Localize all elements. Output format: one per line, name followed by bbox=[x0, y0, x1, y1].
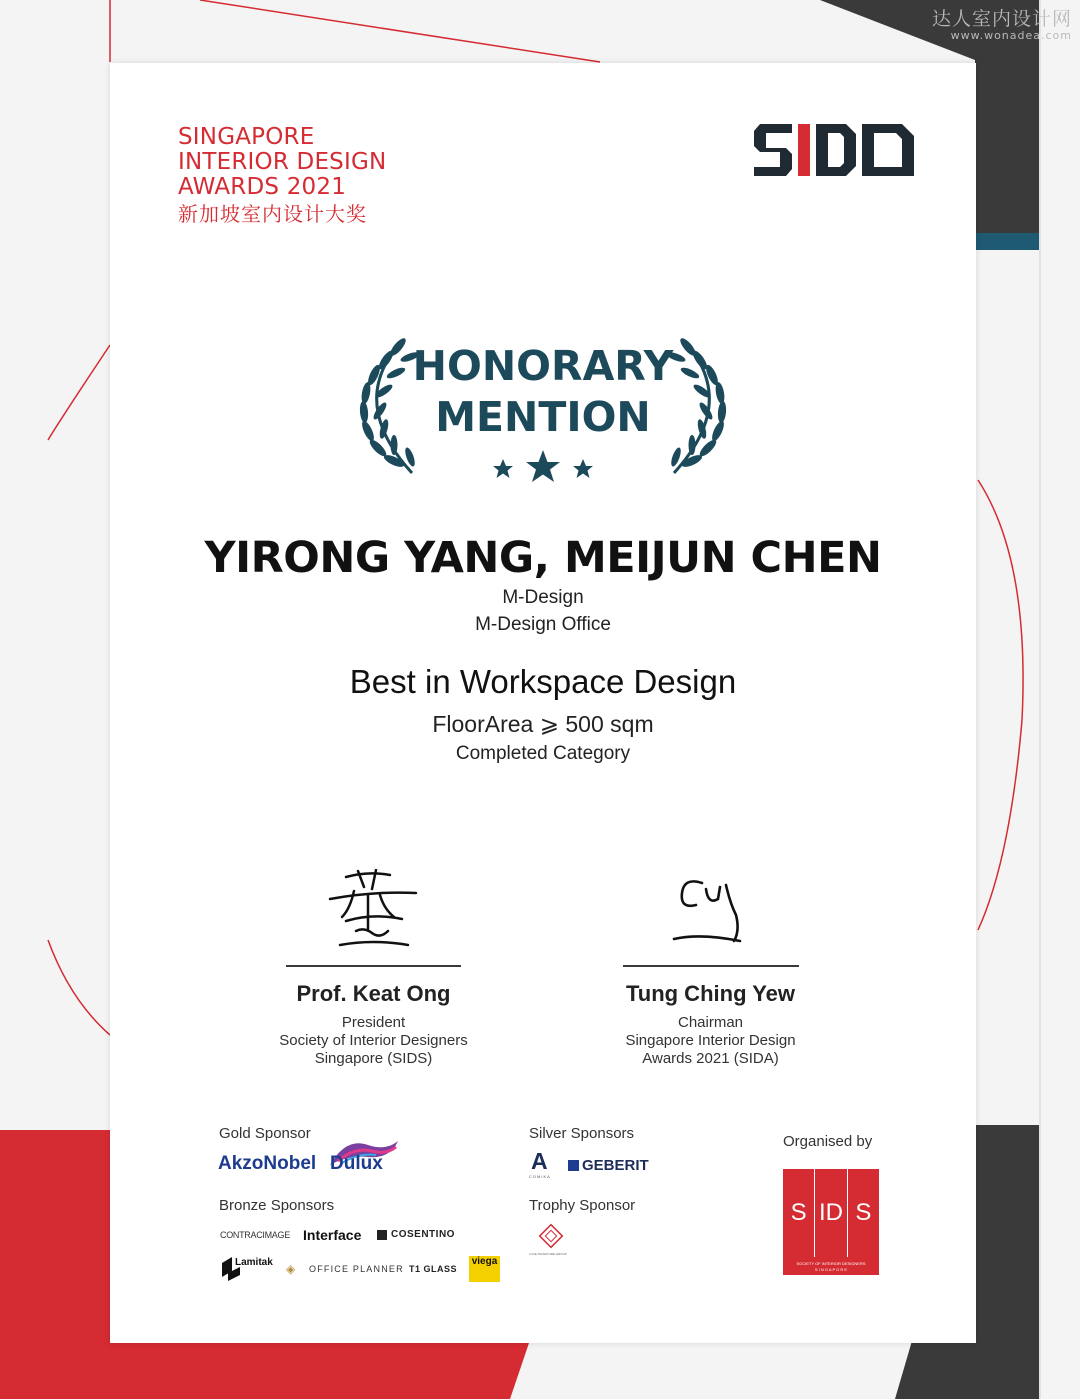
signatory-org-line-2: Awards 2021 (SIDA) bbox=[642, 1050, 779, 1067]
signatory-role bbox=[236, 1014, 511, 1068]
award-category: Completed Category bbox=[455, 743, 631, 764]
t1-glass-logo: T1 GLASS bbox=[409, 1264, 458, 1274]
honor-line-2: MENTION bbox=[435, 393, 651, 441]
honorary-mention-title bbox=[360, 341, 726, 443]
signatory-role bbox=[573, 1014, 848, 1068]
signature-line bbox=[623, 965, 799, 967]
signature-image bbox=[328, 869, 420, 951]
sids-caption-line-2: S I N G A P O R E bbox=[814, 1267, 848, 1272]
award-subtitle: FloorArea ⩾ 500 sqm bbox=[432, 711, 654, 737]
event-title-line-1: SINGAPORE bbox=[178, 124, 315, 150]
signature-line bbox=[286, 965, 461, 967]
sids-caption-line-1: SOCIETY OF INTERIOR DESIGNERS bbox=[796, 1261, 866, 1266]
viega-logo: viega bbox=[469, 1256, 500, 1282]
event-title-line-3: AWARDS 2021 bbox=[178, 174, 347, 200]
organised-by-label: Organised by bbox=[783, 1133, 873, 1150]
cosentino-logo: COSENTINO bbox=[391, 1229, 455, 1240]
event-title-line-2: INTERIOR DESIGN bbox=[178, 149, 387, 175]
bronze-sponsors-label: Bronze Sponsors bbox=[219, 1197, 335, 1214]
certificate bbox=[110, 63, 976, 1343]
geberit-logo: GEBERIT bbox=[582, 1157, 649, 1174]
sids-logo bbox=[783, 1169, 879, 1275]
signatory-org-line-2: Singapore (SIDS) bbox=[314, 1050, 433, 1067]
signatory-org-line-1: Society of Interior Designers bbox=[279, 1032, 468, 1049]
lamitak-logo: Lamitak bbox=[235, 1257, 273, 1268]
signatory-name: Tung Ching Yew bbox=[625, 981, 796, 1006]
trophy-sponsor-label: Trophy Sponsor bbox=[529, 1197, 636, 1214]
star-icon bbox=[493, 459, 513, 478]
silver-sponsors-label: Silver Sponsors bbox=[529, 1125, 635, 1142]
sids-letter: S bbox=[855, 1199, 872, 1226]
star-icon bbox=[573, 459, 593, 478]
trophy-sponsor-mark-icon bbox=[538, 1223, 564, 1249]
signatory-name: Prof. Keat Ong bbox=[296, 981, 451, 1006]
signatory-title: Chairman bbox=[677, 1014, 744, 1031]
award-title: Best in Workspace Design bbox=[349, 663, 737, 700]
signature-image bbox=[670, 875, 750, 949]
interface-logo: Interface bbox=[303, 1227, 362, 1243]
watermark-site-name: 达人室内设计网 bbox=[931, 8, 1072, 30]
cosentino-mark-icon bbox=[377, 1230, 387, 1240]
star-icon bbox=[526, 450, 560, 482]
signatory-org-line-1: Singapore Interior Design bbox=[625, 1032, 796, 1049]
watermark-site-url: www.wonadea.com bbox=[950, 29, 1072, 42]
office-planner-mark-icon: ◈ bbox=[286, 1262, 296, 1276]
sids-letter: ID bbox=[815, 1169, 847, 1257]
office-planner-logo: OFFICE PLANNER bbox=[309, 1264, 404, 1274]
geberit-mark-icon bbox=[568, 1160, 579, 1171]
comika-wordmark: COMIKA bbox=[529, 1174, 551, 1179]
comika-logo: A bbox=[531, 1148, 548, 1174]
watermark bbox=[932, 4, 1072, 42]
recipient-project: M-Design Office bbox=[475, 614, 611, 635]
dulux-logo: Dulux bbox=[330, 1153, 383, 1174]
honor-line-1: HONORARY bbox=[412, 342, 674, 390]
event-title-chinese: 新加坡室内设计大奖 bbox=[178, 202, 367, 226]
recipient-company: M-Design bbox=[502, 587, 584, 608]
trophy-sponsor-logo: LUXE SIGNATURE GROUP bbox=[529, 1252, 567, 1256]
akzonobel-logo: AkzoNobel bbox=[218, 1153, 317, 1174]
contractimage-logo: CONTRACIMAGE bbox=[220, 1230, 290, 1240]
sids-caption bbox=[783, 1261, 879, 1273]
recipient-names: YIRONG YANG, MEIJUN CHEN bbox=[204, 533, 882, 583]
sida-logo bbox=[752, 119, 916, 181]
signatory-title: President bbox=[341, 1014, 406, 1031]
sids-letter: S bbox=[783, 1169, 815, 1257]
gold-sponsor-label: Gold Sponsor bbox=[219, 1125, 311, 1142]
event-title bbox=[178, 125, 386, 227]
